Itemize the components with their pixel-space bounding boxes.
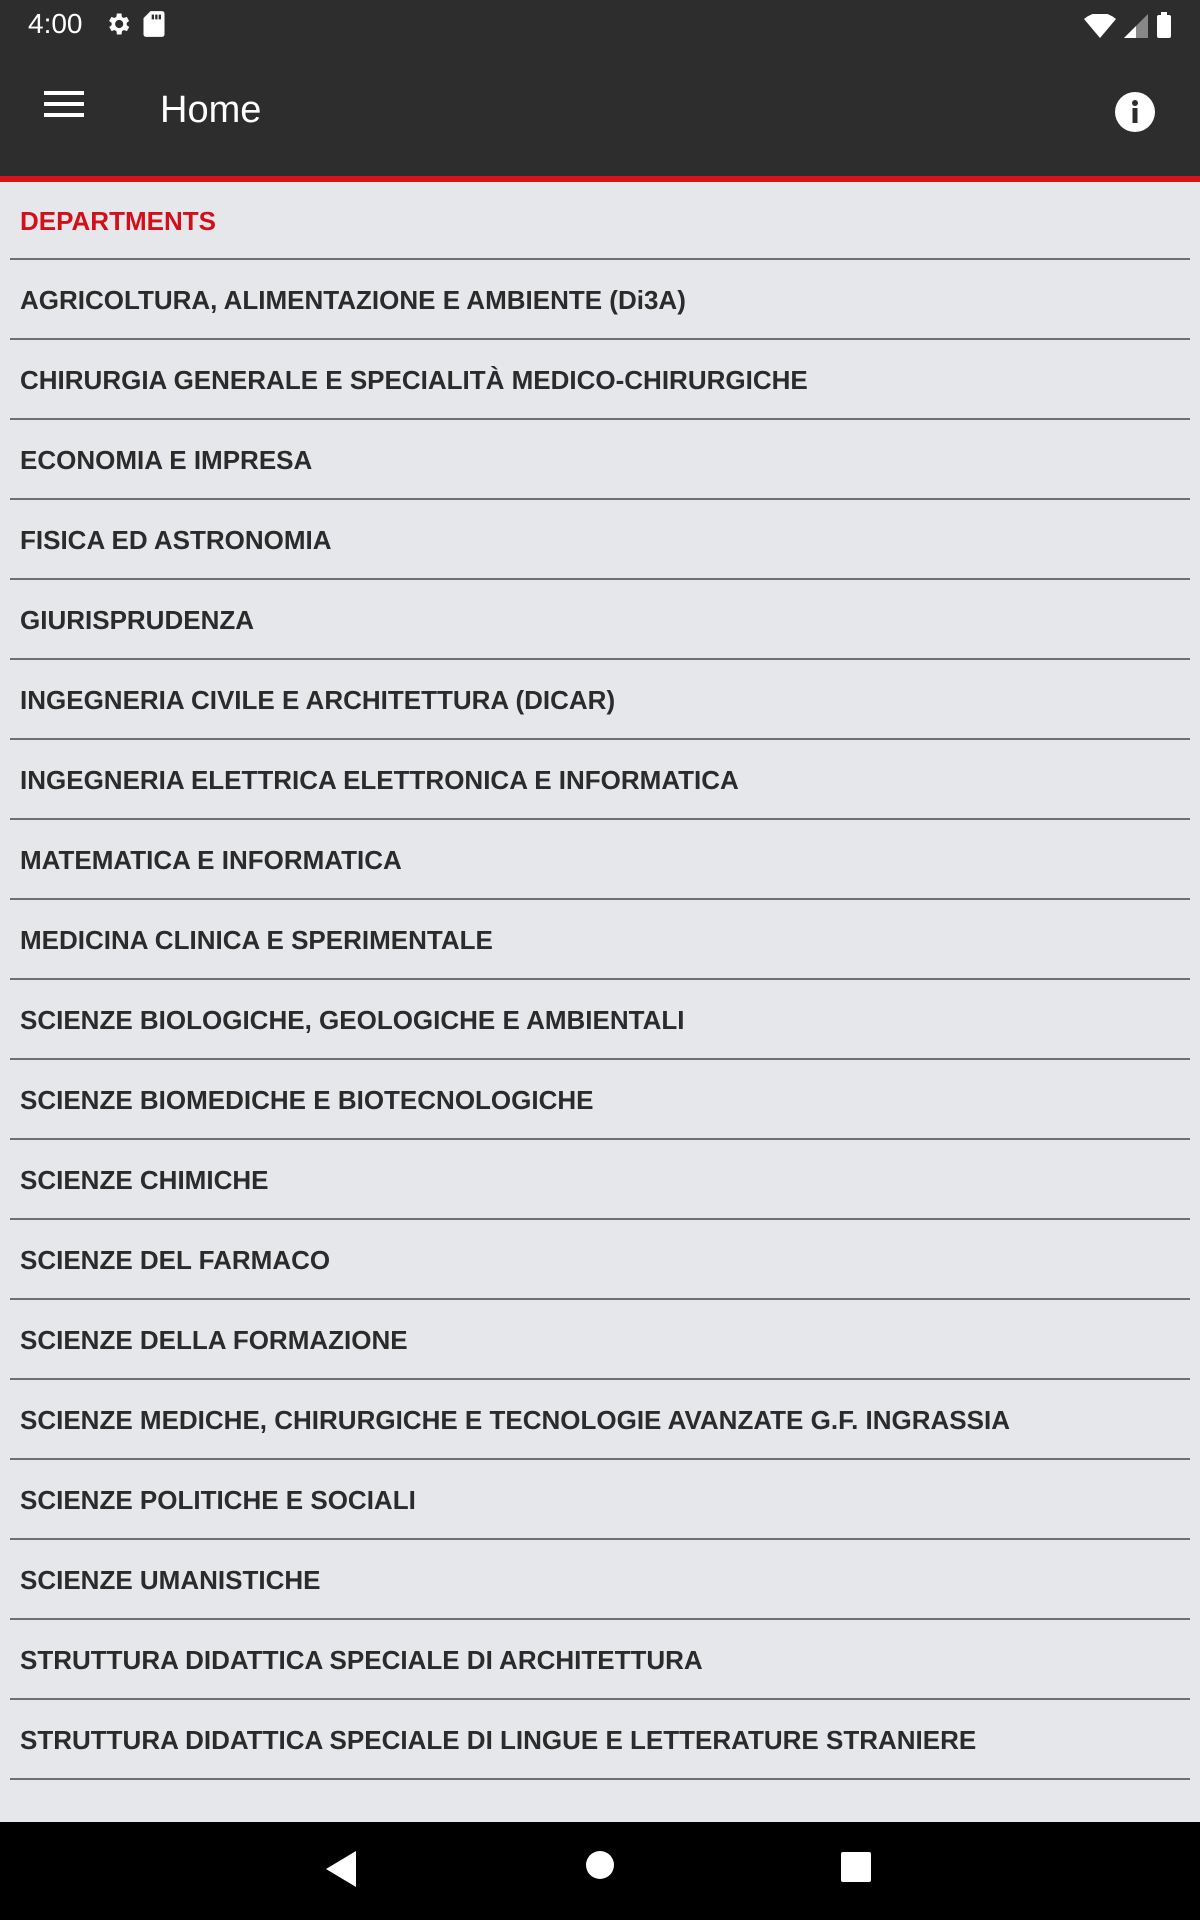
list-item[interactable]: SCIENZE UMANISTICHE [10, 1540, 1190, 1620]
list-item[interactable]: SCIENZE MEDICHE, CHIRURGICHE E TECNOLOGIE AVANZATE G.F. INGRASSIA [10, 1380, 1190, 1460]
list-item[interactable]: AGRICOLTURA, ALIMENTAZIONE E AMBIENTE (Di3A) [10, 260, 1190, 340]
sd-card-icon [142, 10, 166, 43]
recents-button[interactable] [841, 1852, 871, 1887]
wifi-icon [1084, 14, 1116, 43]
list-item[interactable]: GIURISPRUDENZA [10, 580, 1190, 660]
list-item[interactable]: MEDICINA CLINICA E SPERIMENTALE [10, 900, 1190, 980]
list-item[interactable]: INGEGNERIA CIVILE E ARCHITETTURA (DICAR) [10, 660, 1190, 740]
home-button[interactable] [585, 1850, 615, 1885]
list-item[interactable]: SCIENZE BIOMEDICHE E BIOTECNOLOGICHE [10, 1060, 1190, 1140]
list-item[interactable]: SCIENZE DELLA FORMAZIONE [10, 1300, 1190, 1380]
list-item[interactable]: STRUTTURA DIDATTICA SPECIALE DI ARCHITETTURA [10, 1620, 1190, 1700]
signal-icon [1124, 14, 1148, 43]
status-left-icons [104, 10, 166, 43]
home-icon [585, 1850, 615, 1880]
department-list [10, 182, 1190, 1780]
list-item[interactable]: SCIENZE BIOLOGICHE, GEOLOGICHE E AMBIENTALI [10, 980, 1190, 1060]
list-item[interactable]: ECONOMIA E IMPRESA [10, 420, 1190, 500]
app-bar [0, 49, 1200, 182]
menu-button[interactable] [44, 89, 100, 137]
list-item[interactable]: CHIRURGIA GENERALE E SPECIALITÀ MEDICO-CHIRURGICHE [10, 340, 1190, 420]
list-item[interactable]: STRUTTURA DIDATTICA SPECIALE DI LINGUE E LETTERATURE STRANIERE [10, 1700, 1190, 1780]
navigation-bar [0, 1822, 1200, 1920]
department-items [10, 260, 1190, 1780]
list-item[interactable]: SCIENZE POLITICHE E SOCIALI [10, 1460, 1190, 1540]
hamburger-menu-icon [44, 89, 84, 119]
battery-icon [1156, 12, 1172, 43]
back-icon [326, 1851, 358, 1887]
page-title: Home [160, 89, 262, 131]
section-header-departments: DEPARTMENTS [10, 182, 1190, 260]
list-item[interactable]: INGEGNERIA ELETTRICA ELETTRONICA E INFORMATICA [10, 740, 1190, 820]
recents-icon [841, 1852, 871, 1882]
list-item[interactable]: FISICA ED ASTRONOMIA [10, 500, 1190, 580]
status-bar [0, 0, 1200, 49]
back-button[interactable] [326, 1851, 358, 1892]
list-item[interactable]: SCIENZE DEL FARMACO [10, 1220, 1190, 1300]
gear-icon [104, 10, 132, 43]
list-item[interactable]: SCIENZE CHIMICHE [10, 1140, 1190, 1220]
status-right-icons [1084, 12, 1172, 43]
status-time: 4:00 [28, 8, 83, 39]
info-button[interactable] [1114, 91, 1156, 133]
list-item[interactable]: MATEMATICA E INFORMATICA [10, 820, 1190, 900]
info-icon [1114, 91, 1156, 133]
